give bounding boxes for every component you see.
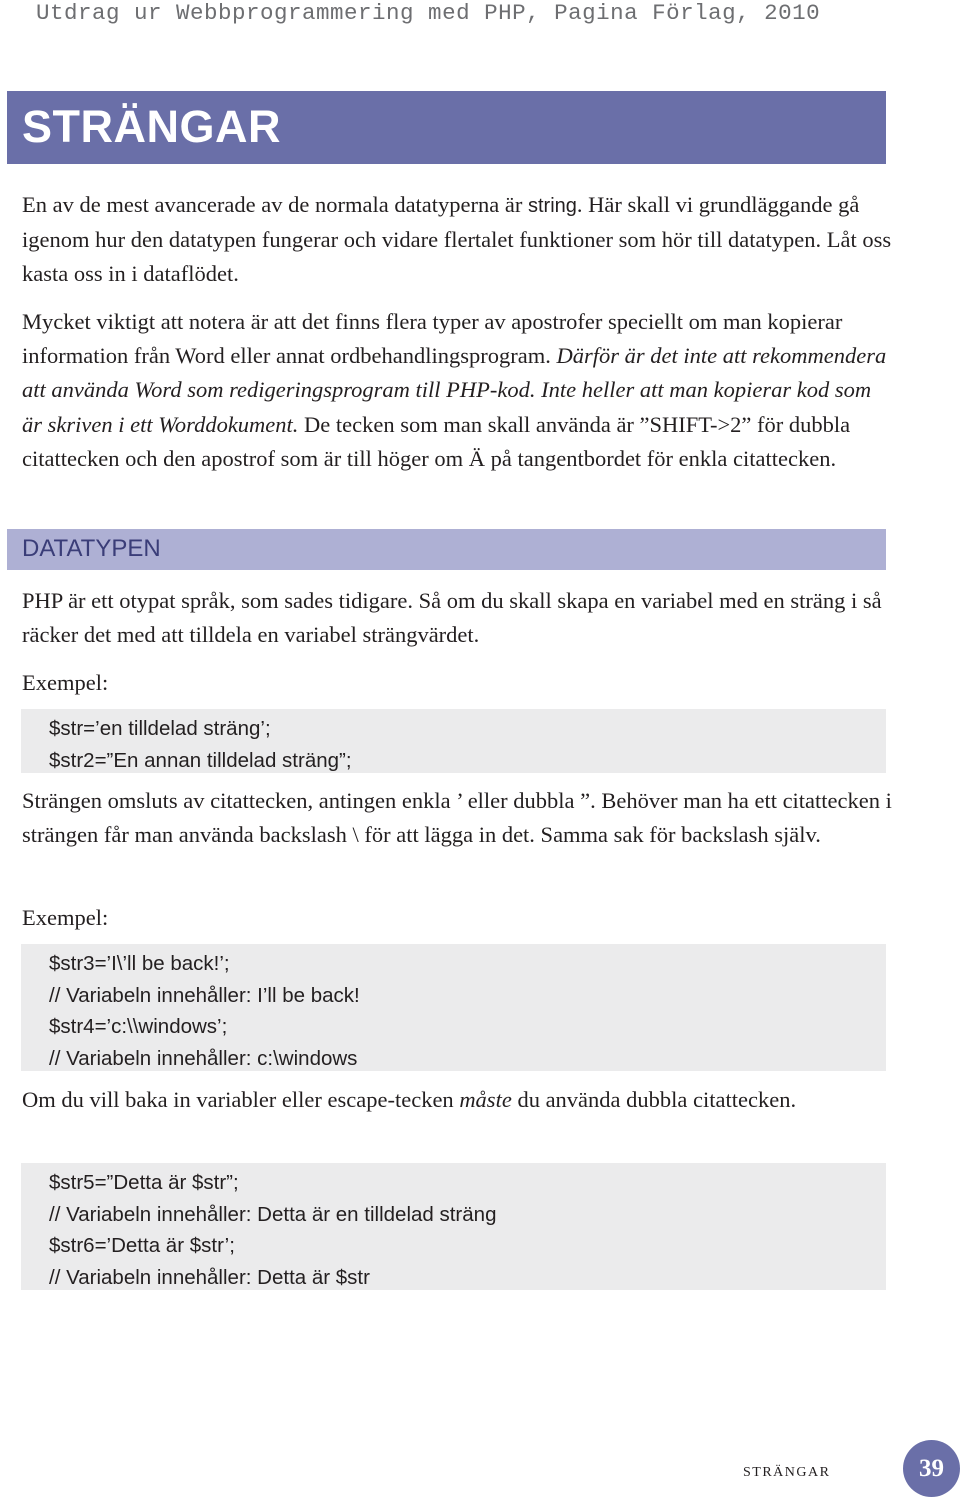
quotes-paragraph: Strängen omsluts av citattecken, antingen enkla ’ eller dubbla ”. Behöver man ha ett citattecken i strängen får man använda backslash \ för att lägga in det. Samma sak för backslash själv. — [22, 788, 892, 848]
code-line: $str4=’c:\\windows’; — [49, 1015, 228, 1039]
variables-text-start: Om du vill baka in variabler eller escape-tecken — [22, 1087, 460, 1112]
datatype-paragraph: PHP är ett otypat språk, som sades tidigare. Så om du skall skapa en variabel med en sträng i så räcker det med att tilldela en variabel strängvärdet. — [22, 588, 882, 648]
inline-code-string: string — [528, 195, 577, 217]
code-line: $str=’en tilldelad sträng’; — [49, 717, 271, 740]
code-line: $str2=”En annan tilldelad sträng”; — [49, 748, 352, 772]
code-line: $str5=”Detta är $str”; — [49, 1171, 239, 1194]
code-line: $str6=’Detta är $str’; — [49, 1234, 235, 1258]
example-label-2: Exempel: — [22, 905, 109, 930]
variables-paragraph — [22, 1083, 892, 1117]
code-line: // Variabeln innehåller: Detta är $str — [49, 1265, 370, 1289]
variables-italic: måste — [459, 1087, 512, 1112]
code-line: // Variabeln innehåller: c:\windows — [49, 1046, 358, 1070]
code-line: // Variabeln innehåller: I’ll be back! — [49, 983, 360, 1007]
section-title: DATATYPEN — [22, 535, 161, 562]
section-heading-bar — [7, 529, 886, 570]
example-label-1: Exempel: — [22, 670, 109, 695]
running-header: Utdrag ur Webbprogrammering med PHP, Pagina Förlag, 2010 — [36, 0, 821, 26]
page-number: 39 — [919, 1454, 944, 1482]
page-number-badge — [903, 1440, 960, 1497]
apostrophe-note-italic: Därför är det inte att rekommendera att använda Word som redigeringsprogram till PHP-kod. Inte heller att man kopierar kod som är skriven i ett Worddokument. — [22, 343, 887, 437]
variables-text-end: du använda dubbla citattecken. — [511, 1087, 797, 1112]
apostrophe-note-paragraph — [22, 305, 892, 476]
chapter-heading-bar — [7, 91, 886, 164]
code-block-1 — [21, 709, 886, 773]
code-block-2 — [21, 944, 886, 1071]
intro-text-end: . Här skall vi grundläggande gå igenom hur den datatypen fungerar och vidare flertalet funktioner som hör till datatypen. Låt oss kasta oss in i dataflödet. — [22, 192, 892, 287]
code-block-3 — [21, 1163, 886, 1290]
intro-text-start: En av de mest avancerade av de normala datatyperna är — [22, 192, 528, 217]
footer-section-label: strängar — [743, 1459, 831, 1481]
code-line: // Variabeln innehåller: Detta är en tilldelad sträng — [49, 1202, 497, 1226]
intro-paragraph — [22, 188, 892, 292]
code-line: $str3=’I\’ll be back!’; — [49, 952, 230, 975]
apostrophe-note-text-start: Mycket viktigt att notera är att det finns flera typer av apostrofer speciellt om man kopierar information från Word eller annat ordbehandlingsprogram. — [22, 309, 843, 369]
apostrophe-note-text-end: De tecken som man skall använda är ”SHIFT->2” för dubbla citattecken och den apostrof som är till höger om Ä på tangentbordet för enkla citattecken. — [22, 411, 851, 471]
chapter-title: STRÄNGAR — [22, 101, 281, 152]
